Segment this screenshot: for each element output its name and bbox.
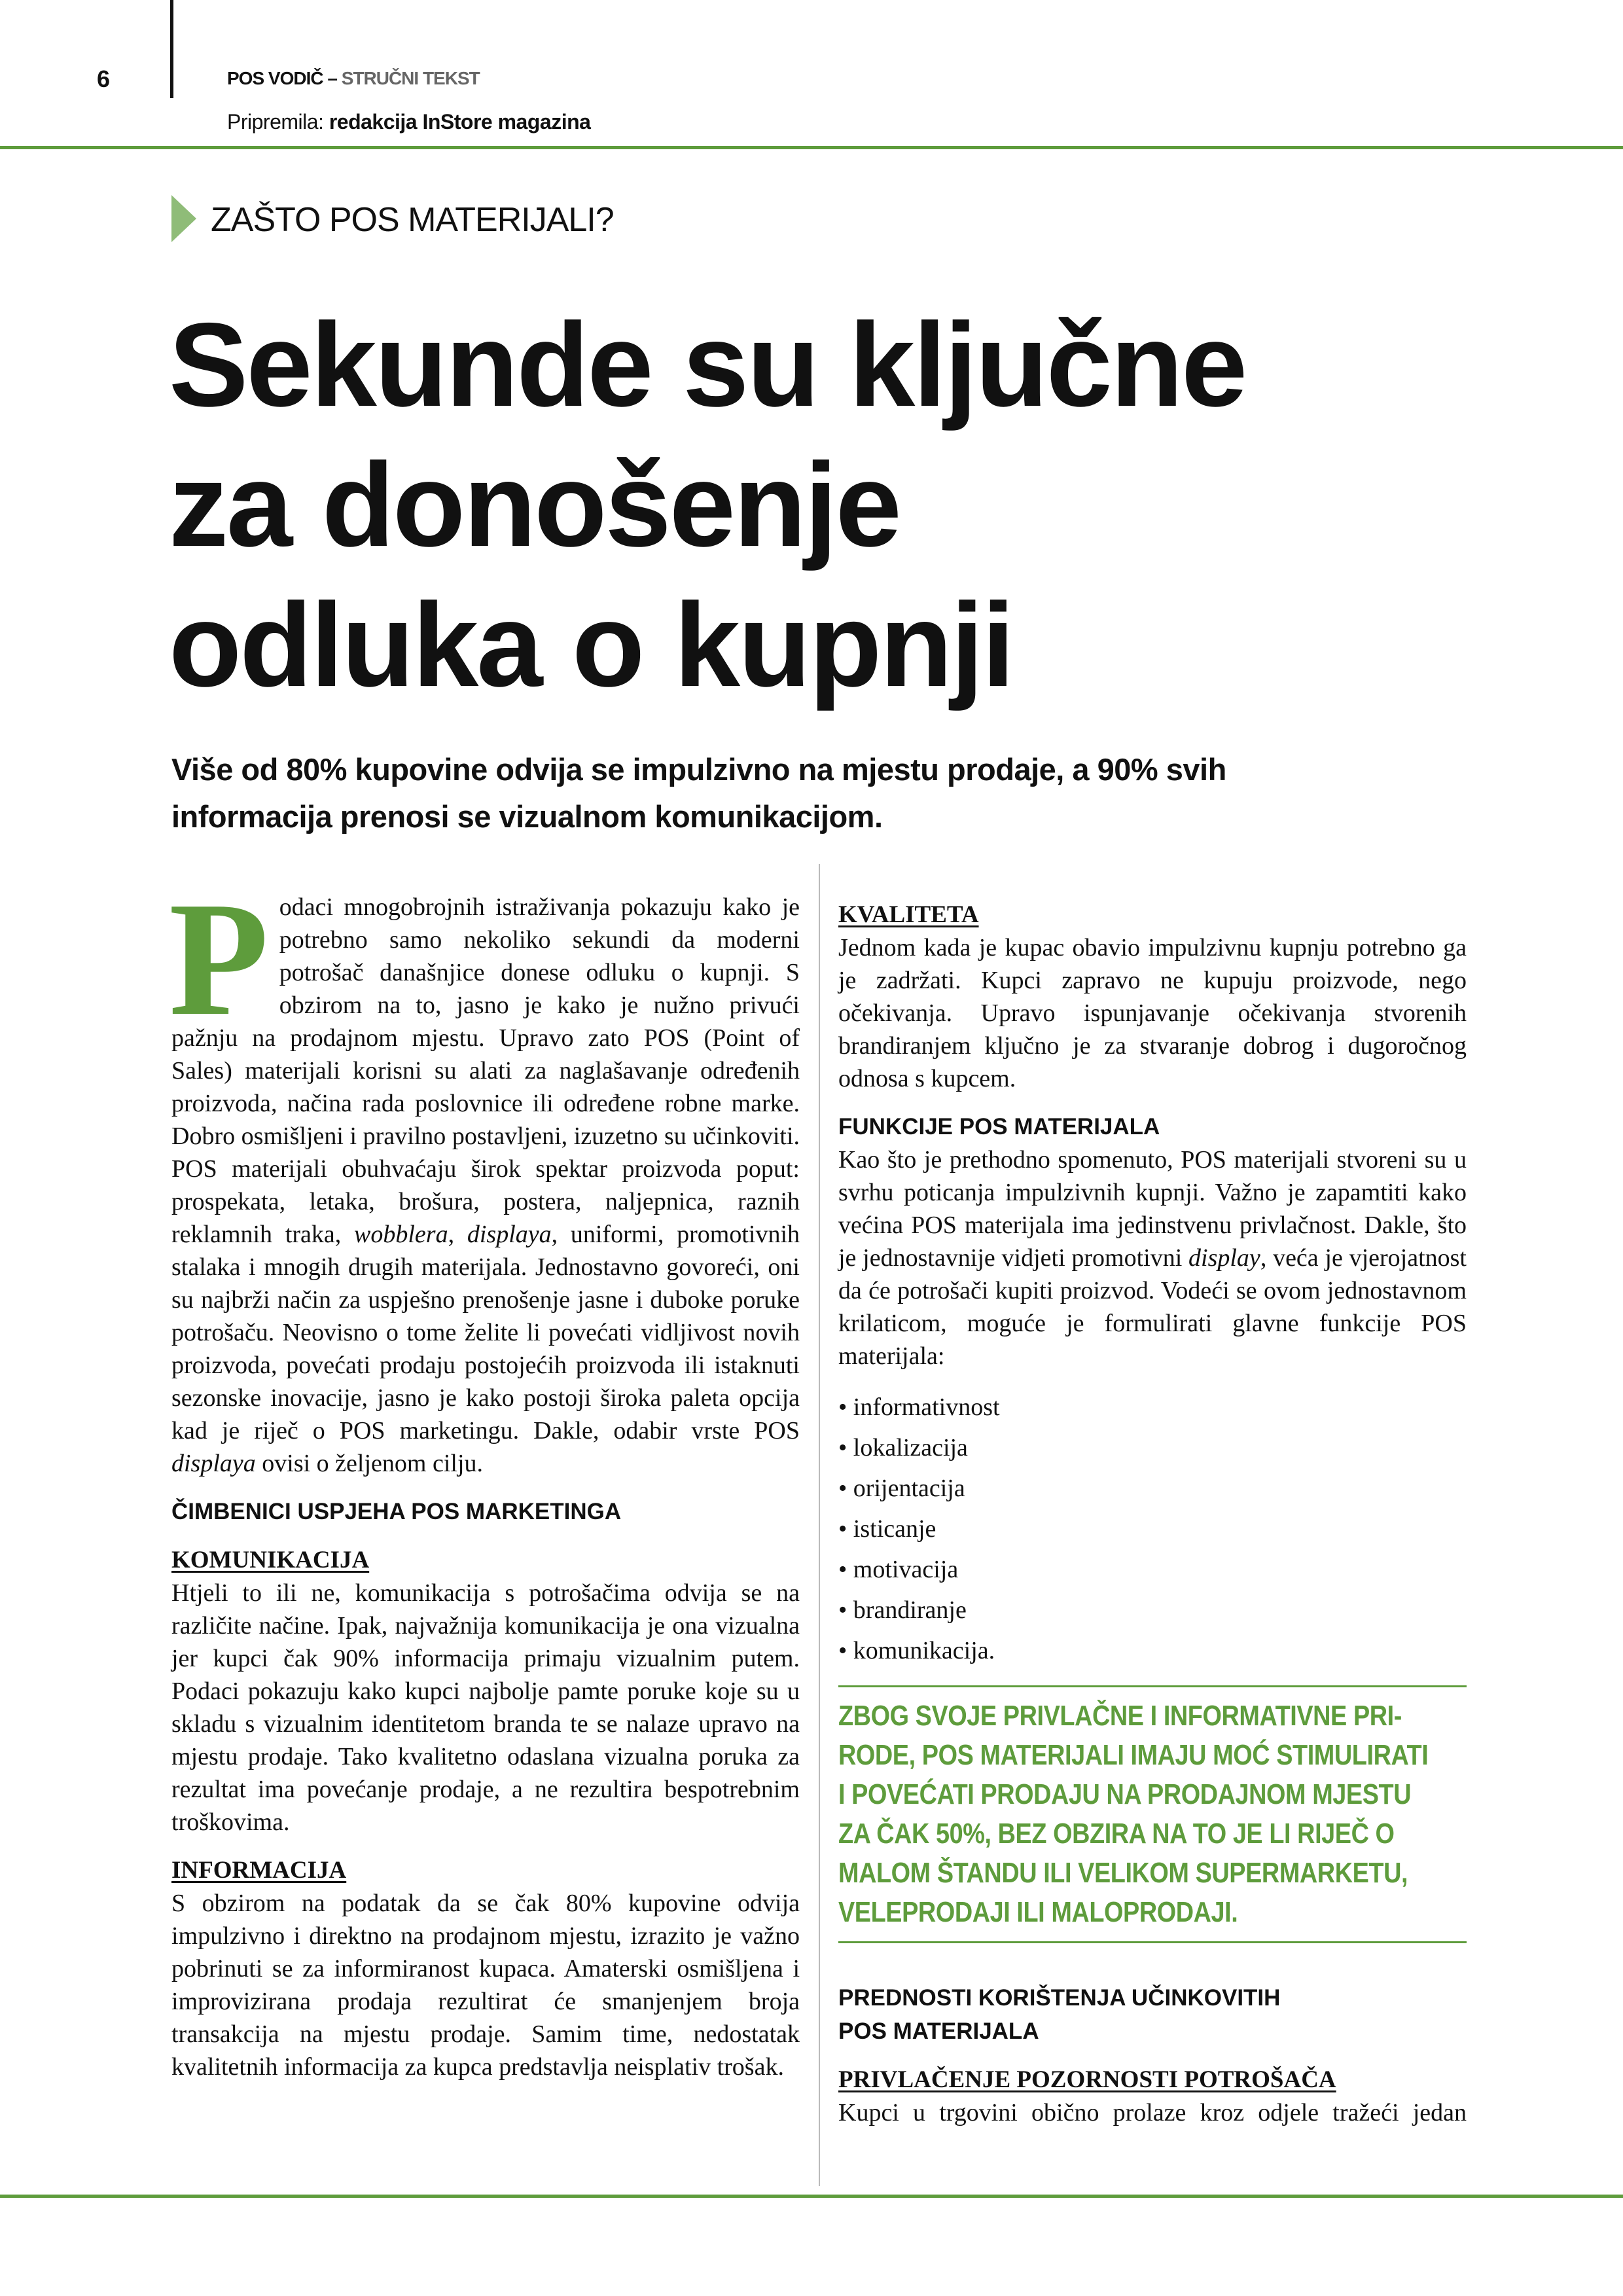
paragraph: Kupci u trgovini obično prolaze kroz odjele tražeći jedan bbox=[838, 2099, 1467, 2126]
pull-quote bbox=[838, 1685, 1467, 1943]
italic-term: wobblera bbox=[354, 1221, 448, 1248]
italic-term: displaya bbox=[171, 1450, 256, 1477]
paragraph: Jednom kada je kupac obavio impulzivnu kupnju potrebno ga je zadržati. Kupci zapravo ne kupuju proizvode, nego očekivanja. Upravo ispunjavanje očekivanja stvorenih brandiranjem ključno je za stvaranje dobrog i dugoročnog odnosa s kupcem. bbox=[838, 934, 1467, 1092]
text-run: ovisi o željenom cilju. bbox=[255, 1450, 483, 1477]
byline-author: redakcija InStore magazina bbox=[329, 110, 591, 134]
text-run: odaci mnogobrojnih istraživanja pokazuju kako je potrebno samo nekoliko sekundi da moderni potrošač današnjice donese odluku o kupnji. S obzirom na to, jasno je kako je nužno privući pažnju na prodajnom mjestu. Upravo zato POS (Point of Sales) materijali korisni su alati za naglašavanje određenih proizvoda, načina rada poslovnice ili određene robne marke. Dobro osmišljeni i pravilno postavljeni, izuzetno su učinkoviti. POS materijali obuhvaćaju širok spektar proizvoda poput: prospekata, letaka, brošura, postera, naljepnica, raznih reklamnih traka, bbox=[171, 893, 800, 1248]
text-run: , veća je vjerojatnost da će potrošači kupiti proizvod. Vodeći se ovom jednostavnom krilaticom, moguće je formulirati glavne funkcije POS materijala: bbox=[838, 1244, 1467, 1370]
italic-term: displaya bbox=[467, 1221, 552, 1248]
column-divider bbox=[819, 864, 820, 2186]
heading-line: POS MATERIJALA bbox=[838, 2018, 1039, 2044]
pull-quote-line: ZBOG SVOJE PRIVLAČNE I INFORMATIVNE PRI- bbox=[838, 1700, 1402, 1732]
subheading-komunikacija: KOMUNIKACIJA bbox=[171, 1547, 370, 1573]
drop-cap: P bbox=[169, 869, 269, 1050]
header-vertical-rule bbox=[170, 0, 173, 98]
series-type: STRUČNI TEKST bbox=[341, 68, 480, 88]
intro-paragraph bbox=[169, 869, 800, 1480]
paragraph bbox=[838, 1143, 1467, 1372]
heading-line: PREDNOSTI KORIŠTENJA UČINKOVITIH bbox=[838, 1985, 1281, 2011]
list-item: • motivacija bbox=[838, 1556, 959, 1583]
pull-quote-line: ZA ČAK 50%, BEZ OBZIRA NA TO JE LI RIJEČ O bbox=[838, 1818, 1395, 1850]
lead-paragraph bbox=[171, 746, 1226, 840]
list-item: • brandiranje bbox=[838, 1596, 967, 1624]
pull-quote-line: RODE, POS MATERIJALI IMAJU MOĆ STIMULIRATI bbox=[838, 1739, 1429, 1771]
pull-quote-line: MALOM ŠTANDU ILI VELIKOM SUPERMARKETU, bbox=[838, 1857, 1408, 1889]
right-column bbox=[838, 899, 1467, 2129]
left-column bbox=[169, 869, 800, 2083]
subheading-informacija: INFORMACIJA bbox=[171, 1857, 347, 1884]
byline-label: Pripremila: bbox=[227, 110, 329, 134]
paragraph: Htjeli to ili ne, komunikacija s potrošačima odvija se na različite načine. Ipak, najvažnija komunikacija je ona vizualna jer kupci čak 90% informacija primaju vizualnim putem. Podaci pokazuju kako kupci najbolje pamte poruke koje su u skladu s vizualnim identitetom branda te se nalaze upravo na mjestu prodaje. Tako kvalitetno odaslana vizualna poruka za rezultat ima povećanje prodaje, a ne rezultira bespotrebnim troškovima. bbox=[171, 1579, 800, 1836]
title-line: odluka o kupnji bbox=[169, 578, 1013, 711]
text-run: Kao što je prethodno spomenuto, POS materijali stvoreni su u svrhu poticanja impulzivnih kupnji. Važno je zapamtiti kako većina POS materijala ima jedinstvenu privlačnost. Dakle, što je jednostavnije vidjeti promotivni bbox=[838, 1146, 1467, 1272]
list-item: • informativnost bbox=[838, 1393, 1000, 1421]
section-heading: ČIMBENICI USPJEHA POS MARKETINGA bbox=[171, 1499, 622, 1524]
article-title bbox=[169, 295, 1245, 715]
section-heading: FUNKCIJE POS MATERIJALA bbox=[838, 1114, 1160, 1139]
text-run: , bbox=[448, 1221, 467, 1248]
section-heading bbox=[838, 1981, 1467, 2048]
text-run: , uniformi, promotivnih stalaka i mnogih drugih materijala. Jednostavno govoreći, oni su najbrži način za uspješno prenošenje jasne i duboke poruke potrošaču. Neovisno o tome želite li povećati vidljivost novih proizvoda, povećati prodaju postojećih proizvoda ili istaknuti sezonske inovacije, jasno je kako postoji široka paleta opcija kad je riječ o POS marketingu. Dakle, odabir vrste POS bbox=[171, 1221, 800, 1444]
list-item: • orijentacija bbox=[838, 1475, 965, 1502]
title-line: za donošenje bbox=[169, 438, 900, 571]
page-number: 6 bbox=[97, 65, 111, 92]
list-item: • lokalizacija bbox=[838, 1434, 968, 1462]
title-line: Sekunde su ključne bbox=[169, 298, 1246, 431]
header-divider bbox=[0, 146, 1623, 149]
paragraph: S obzirom na podatak da se čak 80% kupovine odvija impulzivno i direktno na prodajnom mjestu, izrazito je važno pobrinuti se za informiranost kupaca. Amaterski osmišljena i improvizirana prodaja rezultirat će smanjenjem broja transakcija na mjestu prodaje. Samim time, nedostatak kvalitetnih informacija za kupca predstavlja neisplativ trošak. bbox=[171, 1890, 800, 2081]
footer-divider bbox=[0, 2195, 1623, 2198]
lead-line: informacija prenosi se vizualnom komunikacijom. bbox=[171, 799, 883, 834]
italic-term: display bbox=[1188, 1244, 1260, 1272]
lead-line: Više od 80% kupovine odvija se impulzivno na mjestu prodaje, a 90% svih bbox=[171, 752, 1226, 787]
list-item: • isticanje bbox=[838, 1515, 936, 1543]
series-name: POS VODIČ – bbox=[227, 68, 342, 88]
subheading-kvaliteta: KVALITETA bbox=[838, 901, 979, 928]
section-label bbox=[227, 68, 480, 89]
subheading-privlacenje: PRIVLAČENJE POZORNOSTI POTROŠAČA bbox=[838, 2066, 1336, 2093]
list-item: • komunikacija. bbox=[838, 1637, 995, 1664]
pull-quote-line: VELEPRODAJI ILI MALOPRODAJI. bbox=[838, 1896, 1238, 1928]
byline bbox=[227, 110, 590, 134]
kicker: ZAŠTO POS MATERIJALI? bbox=[211, 201, 614, 239]
functions-list bbox=[838, 1387, 1467, 1671]
triangle-right-icon bbox=[171, 195, 196, 242]
pull-quote-line: I POVEĆATI PRODAJU NA PRODAJNOM MJESTU bbox=[838, 1778, 1412, 1810]
